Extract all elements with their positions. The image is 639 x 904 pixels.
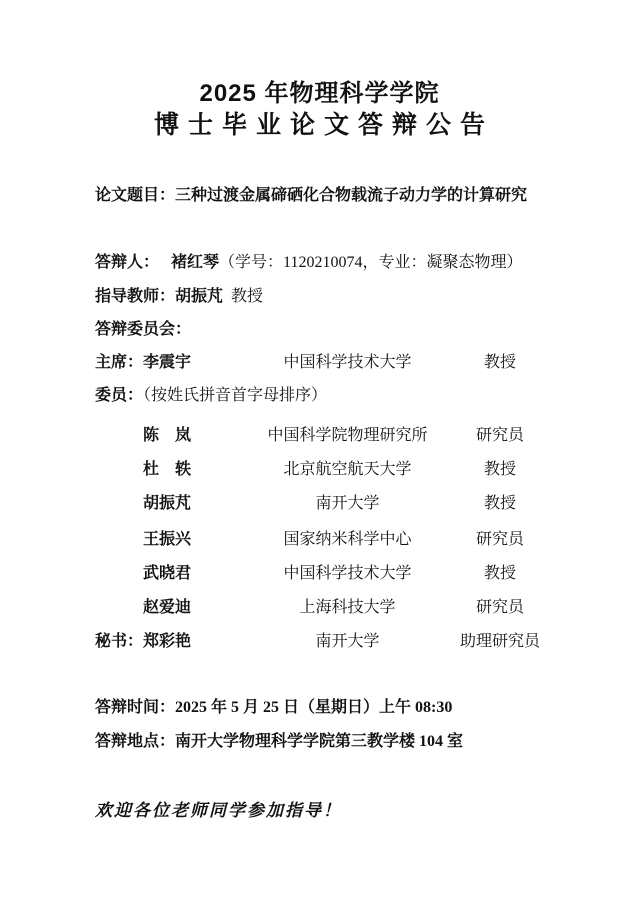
member-name: 武晓君 — [143, 565, 192, 582]
secretary-label: 秘书： — [95, 633, 144, 650]
committee-member-row — [95, 459, 550, 481]
member-title: 教授 — [483, 495, 516, 512]
committee-member-row — [95, 529, 550, 551]
committee-member-row — [95, 563, 550, 585]
secretary-title: 助理研究员 — [459, 633, 540, 650]
member-institution: 中国科学院物理研究所 — [267, 427, 428, 444]
member-title: 教授 — [483, 461, 516, 478]
member-institution: 中国科学技术大学 — [283, 565, 412, 582]
committee-chair-row — [95, 352, 550, 374]
member-name: 陈 岚 — [143, 427, 192, 444]
member-institution: 北京航空航天大学 — [283, 461, 412, 478]
thesis-title-line — [95, 185, 549, 207]
member-title: 教授 — [483, 565, 516, 582]
member-title: 研究员 — [475, 531, 524, 548]
welcome-message: 欢迎各位老师同学参加指导！ — [95, 801, 342, 820]
secretary-institution: 南开大学 — [315, 633, 380, 650]
member-institution: 南开大学 — [315, 495, 380, 512]
member-title: 研究员 — [475, 427, 524, 444]
committee-header: 答辩委员会： — [95, 321, 192, 338]
advisor-title: 教授 — [231, 288, 264, 305]
member-name: 赵爱迪 — [143, 599, 192, 616]
committee-member-row — [95, 493, 550, 515]
advisor-label: 指导教师： — [95, 288, 176, 305]
candidate-details: （学号：1120210074，专业：凝聚态物理） — [219, 254, 523, 271]
defense-location-value: 南开大学物理科学学院第三教学楼 104 室 — [175, 733, 464, 750]
advisor-line — [95, 286, 549, 308]
committee-secretary-row — [95, 631, 550, 653]
chair-name-cell — [95, 352, 245, 374]
candidate-line — [95, 252, 549, 274]
member-institution: 国家纳米科学中心 — [283, 531, 412, 548]
member-institution: 上海科技大学 — [299, 599, 396, 616]
chair-title: 教授 — [483, 354, 516, 371]
page-title-line1: 2025 年物理科学学院 — [199, 80, 440, 107]
candidate-name: 褚红琴 — [171, 254, 220, 271]
secretary-name: 郑彩艳 — [143, 633, 192, 650]
committee-member-row — [95, 597, 550, 619]
members-note: （按姓氏拼音首字母排序） — [143, 387, 328, 404]
member-name: 王振兴 — [143, 531, 192, 548]
defense-time-line — [95, 697, 549, 719]
members-label-line — [95, 385, 549, 407]
member-name: 胡振芃 — [143, 495, 192, 512]
page-title-line2: 博士毕业论文答辩公告 — [153, 111, 494, 139]
thesis-title-text: 三种过渡金属碲硒化合物载流子动力学的计算研究 — [175, 187, 528, 204]
members-label: 委员： — [95, 387, 144, 404]
defense-time-label: 答辩时间： — [95, 699, 176, 716]
defense-location-label: 答辩地点： — [95, 733, 176, 750]
defense-location-line — [95, 731, 549, 753]
committee-member-row — [95, 425, 550, 447]
candidate-label: 答辩人： — [95, 254, 160, 271]
chair-name: 李震宇 — [143, 354, 192, 371]
chair-label: 主席： — [95, 354, 144, 371]
advisor-name: 胡振芃 — [175, 288, 224, 305]
member-name: 杜 轶 — [143, 461, 192, 478]
thesis-title-label: 论文题目： — [95, 187, 176, 204]
secretary-name-cell — [95, 631, 245, 653]
defense-time-value: 2025 年 5 月 25 日（星期日）上午 08:30 — [175, 699, 453, 716]
chair-institution: 中国科学技术大学 — [283, 354, 412, 371]
member-title: 研究员 — [475, 599, 524, 616]
